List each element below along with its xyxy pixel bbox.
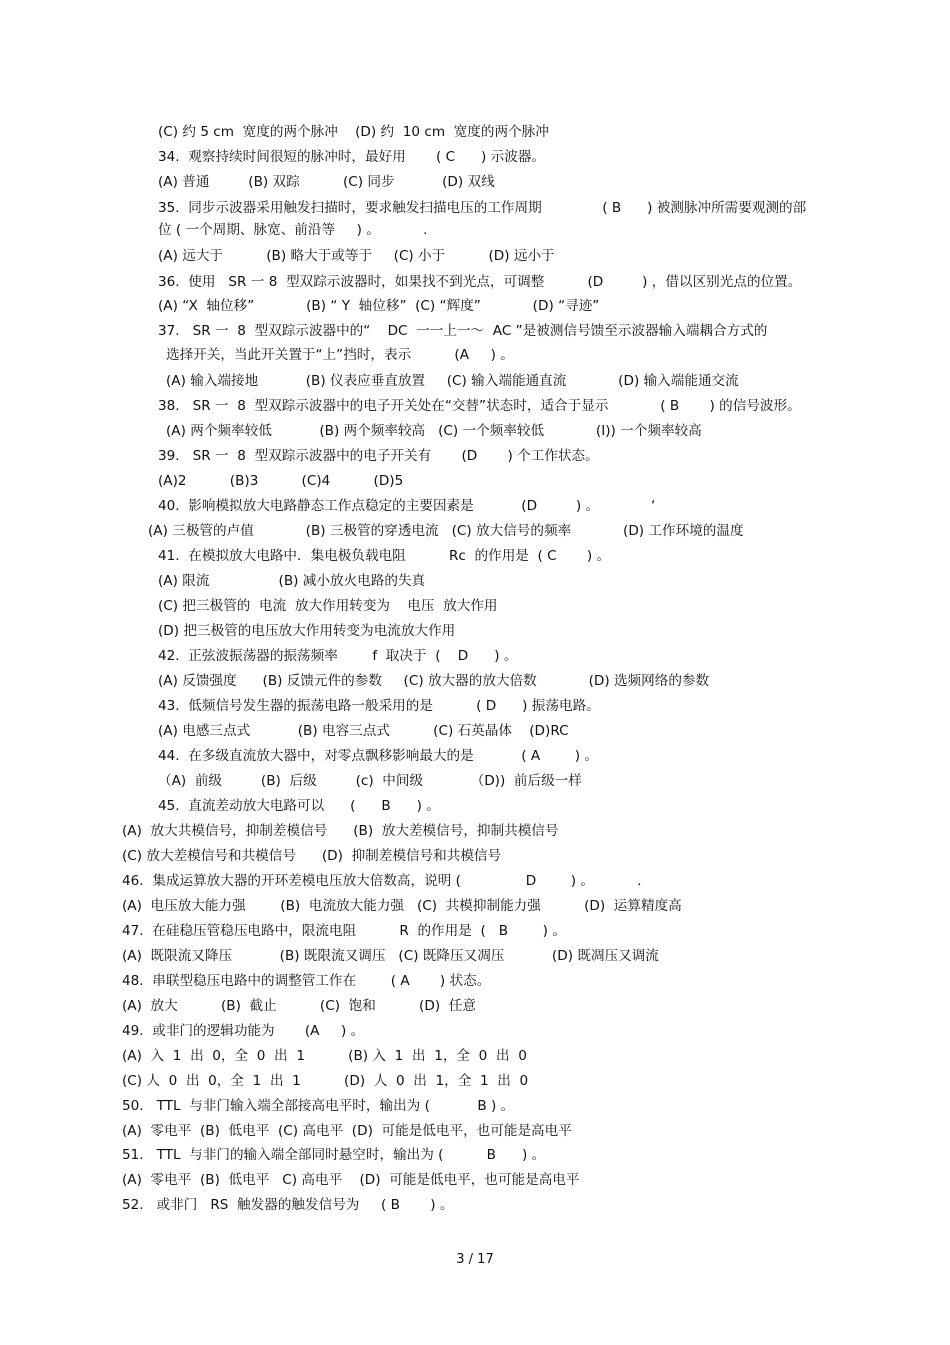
text-line: 46. 集成运算放大器的开环差模电压放大倍数高，说明 ( D ) 。 . [122,873,642,889]
text-line: (D) 把三极管的电压放大作用转变为电流放大作用 [158,623,456,639]
text-line: 35. 同步示波器采用触发扫描时，要求触发扫描电压的工作周期 ( B ) 被测脉冲所需要观测的部 [158,200,807,216]
text-line: (A) 放大 (B) 截止 (C) 饱和 (D) 任意 [122,998,476,1014]
text-line: 34. 观察持续时间很短的脉冲时，最好用 ( C ) 示波器。 [158,149,546,165]
text-line: (A) 放大共模信号，抑制差模信号 (B) 放大差模信号，抑制共模信号 [122,823,559,839]
text-line: (A) 既限流又降压 (B) 既限流又调压 (C) 既降压又凋压 (D) 既凋压又调流 [122,948,659,964]
text-line: （A) 前级 (B) 后级 (c) 中间级 （D)) 前后级一样 [158,773,582,789]
text-line: (A) 零电平 (B) 低电平 C) 高电平 (D) 可能是低电平，也可能是高电平 [122,1172,580,1188]
text-line: 52. 或非门 RS 触发器的触发信号为 ( B ) 。 [122,1197,454,1213]
text-line: (C) 约 5 cm 宽度的两个脉冲 (D) 约 10 cm 宽度的两个脉冲 [158,124,549,140]
page-number: 3 / 17 [456,1252,494,1267]
text-line: 51. TTL 与非门的输入端全部同时悬空时，输出为 ( B ) 。 [122,1147,546,1163]
text-line: 50. TTL 与非门输入端全部接高电平时，输出为 ( B ) 。 [122,1098,515,1114]
text-line: (C) 放大差模信号和共模信号 (D) 抑制差模信号和共模信号 [122,848,502,864]
text-line: 42. 正弦波振荡器的振荡频率 f 取决于 ( D ) 。 [158,648,518,664]
text-line: 39. SR 一 8 型双踪示波器中的电子开关有 (D ) 个工作状态。 [158,448,599,464]
text-line: 位 ( 一个周期、脉宽、前沿等 ) 。 . [158,222,428,238]
text-line: 41. 在模拟放大电路中．集电极负载电阻 Rc 的作用是 ( C ) 。 [158,548,611,564]
text-line: 40. 影响模拟放大电路静态工作点稳定的主要因素是 (D ) 。 ‘ [158,498,656,514]
text-line: (A) 零电平 (B) 低电平 (C) 高电平 (D) 可能是低电平，也可能是高电平 [122,1123,572,1139]
text-line: 43. 低频信号发生器的振荡电路一般采用的是 ( D ) 振荡电路。 [158,698,600,714]
text-line: (A) 普通 (B) 双踪 (C) 同步 (D) 双线 [158,174,495,190]
text-line: 45. 直流差动放大电路可以 ( B ) 。 [158,798,440,814]
text-line: 38. SR 一 8 型双踪示波器中的电子开关处在“交替”状态时，适合于显示 ( B ) 的信号波形。 [158,398,801,414]
text-line: 37. SR 一 8 型双踪示波器中的“ DC 一一上一～ AC ”是被测信号馈至示波器输入端耦合方式的 [158,323,768,339]
text-line: (A) 两个频率较低 (B) 两个频率较高 (C) 一个频率较低 (I)) 一个频率较高 [166,423,702,439]
text-line: (C) 把三极管的 电流 放大作用转变为 电压 放大作用 [158,598,498,614]
text-line: (A) “X 轴位移” (B) “ Y 轴位移” (C) “辉度” (D) “寻迹” [158,298,600,314]
text-line: (C) 人 0 出 0，全 1 出 1 (D) 人 0 出 1，全 1 出 0 [122,1073,529,1089]
text-line: (A) 远大于 (B) 略大于或等于 (C) 小于 (D) 远小于 [158,248,555,264]
text-line: (A) 限流 (B) 减小放火电路的失真 [158,573,426,589]
text-line: (A) 三极管的卢值 (B) 三极管的穿透电流 (C) 放大信号的频率 (D) 工作环境的温度 [148,523,744,539]
text-line: 44. 在多级直流放大器中，对零点飘移影响最大的是 ( A ) 。 [158,748,598,764]
text-line: (A) 电压放大能力强 (B) 电流放大能力强 (C) 共模抑制能力强 (D) 运算精度高 [122,898,682,914]
text-line: (A) 输入端接地 (B) 仪表应垂直放置 (C) 输入端能通直流 (D) 输入端能通交流 [166,373,739,389]
text-line: 36. 使用 SR 一 8 型双踪示波器时，如果找不到光点，可调整 (D ) ，借以区别光点的位置。 [158,274,802,290]
text-line: (A)2 (B)3 (C)4 (D)5 [158,473,404,489]
text-line: (A) 入 1 出 0，全 0 出 1 (B) 入 1 出 1，全 0 出 0 [122,1048,527,1064]
text-line: (A) 电感三点式 (B) 电容三点式 (C) 石英晶体 (D)RC [158,723,569,739]
text-line: 选择开关，当此开关置于“上”挡时，表示 (A ) 。 [166,347,514,363]
text-line: 49. 或非门的逻辑功能为 (A ) 。 [122,1023,365,1039]
text-line: 48. 串联型稳压电路中的调整管工作在 ( A ) 状态。 [122,973,491,989]
text-line: (A) 反馈强度 (B) 反馈元件的参数 (C) 放大器的放大倍数 (D) 选频网络的参数 [158,673,710,689]
text-line: 47. 在硅稳压管稳压电路中，限流电阻 R 的作用是 ( B ) 。 [122,923,566,939]
